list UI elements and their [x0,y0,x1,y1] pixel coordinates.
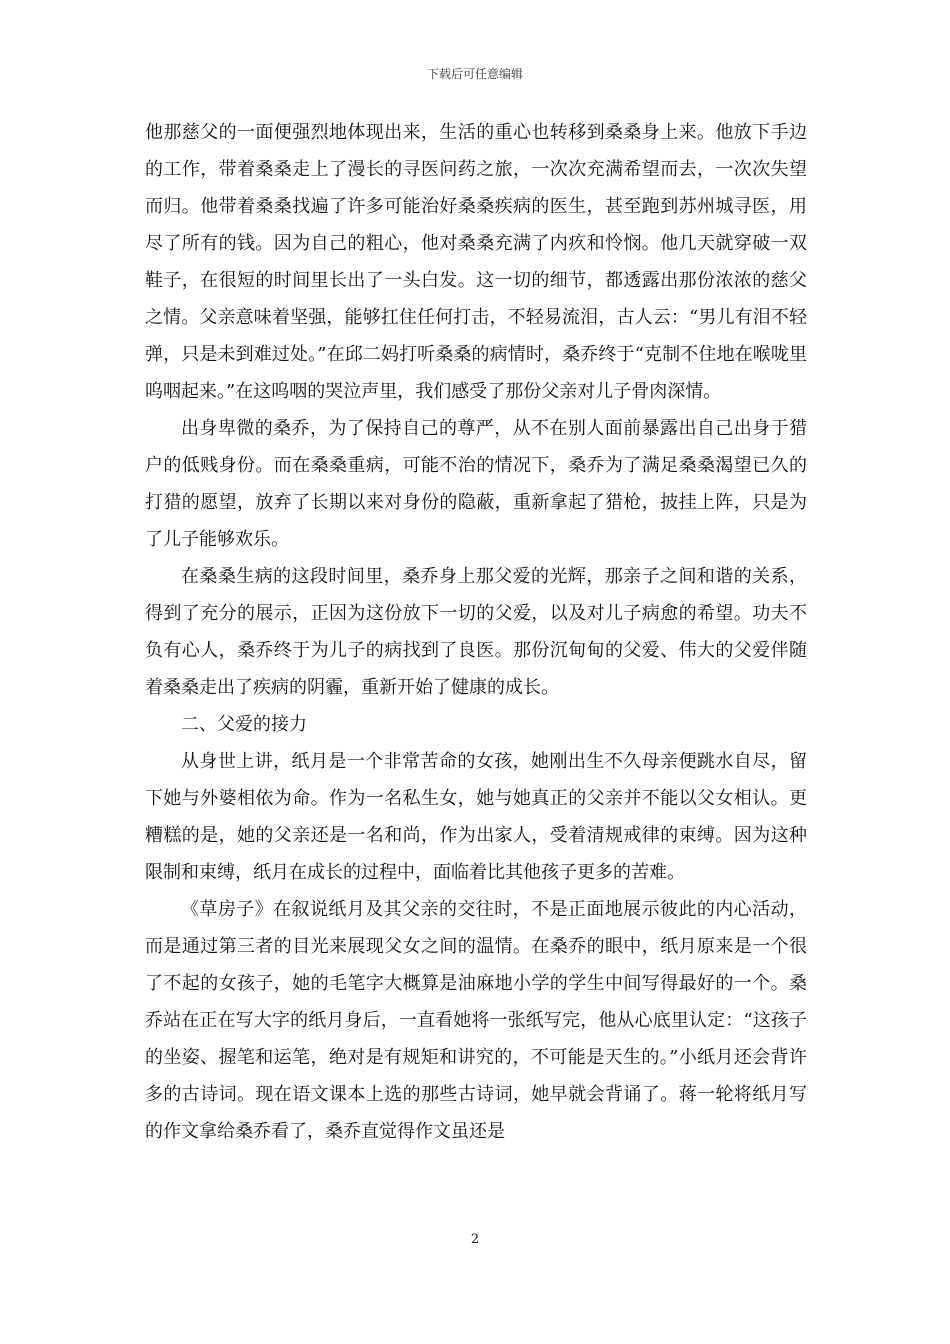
paragraph-1: 他那慈父的一面便强烈地体现出来，生活的重心也转移到桑桑身上来。他放下手边的工作，带着桑桑走上了漫长的寻医问药之旅，一次次充满希望而去，一次次失望而归。他带着桑桑找遍了许多可能治好桑桑疾病的医生，甚至跑到苏州城寻医，用尽了所有的钱。因为自己的粗心，他对桑桑充满了内疚和怜悯。他几天就穿破一双鞋子，在很短的时间里长出了一头白发。这一切的细节，都透露出那份浓浓的慈父之情。父亲意味着坚强，能够扛住任何打击，不轻易流泪，古人云：“男儿有泪不轻弹，只是未到难过处。”在邱二妈打听桑桑的病情时，桑乔终于“克制不住地在喉咙里呜咽起来。”在这呜咽的哭泣声里，我们感受了那份父亲对儿子骨肉深情。 [145,122,807,402]
paragraph-5: 从身世上讲，纸月是一个非常苦命的女孩，她刚出生不久母亲便跳水自尽，留下她与外婆相依为命。作为一名私生女，她与她真正的父亲并不能以父女相认。更糟糕的是，她的父亲还是一名和尚，作为出家人，受着清规戒律的束缚。因为这种限制和束缚，纸月在成长的过程中，面临着比其他孩子更多的苦难。 [145,751,807,883]
page-number [0,1232,950,1248]
paragraph-6: 《草房子》在叙说纸月及其父亲的交往时，不是正面地展示彼此的内心活动，而是通过第三者的目光来展现父女之间的温情。在桑乔的眼中，纸月原来是一个很了不起的女孩子，她的毛笔字大概算是油麻地小学的学生中间写得最好的一个。桑乔站在正在写大字的纸月身后，一直看她将一张纸写完，他从心底里认定：“这孩子的坐姿、握笔和运笔，绝对是有规矩和讲究的，不可能是天生的。”小纸月还会背许多的古诗词。现在语文课本上选的那些古诗词，她早就会背诵了。蒋一轮将纸月写的作文拿给桑乔看了，桑乔直觉得作文虽还是 [145,899,807,1142]
paragraph-2: 出身卑微的桑乔，为了保持自己的尊严，从不在别人面前暴露出自己出身于猎户的低贱身份。而在桑桑重病，可能不治的情况下，桑乔为了满足桑桑渴望已久的打猎的愿望，放弃了长期以来对身份的隐蔽，重新拿起了猎枪，披挂上阵，只是为了儿子能够欢乐。 [145,418,807,550]
header-text: 下载后可任意编辑 [426,67,523,81]
section-heading: 二、父爱的接力 [181,714,307,735]
document-body [145,114,807,1150]
page-number-text: 2 [470,1232,480,1247]
paragraph-3: 在桑桑生病的这段时间里，桑乔身上那父爱的光辉，那亲子之间和谐的关系，得到了充分的展示，正因为这份放下一切的父爱，以及对儿子病愈的希望。功夫不负有心人，桑乔终于为儿子的病找到了良医。那份沉甸甸的父爱、伟大的父爱伴随着桑桑走出了疾病的阴霾，重新开始了健康的成长。 [145,566,807,698]
page-header [0,66,950,82]
